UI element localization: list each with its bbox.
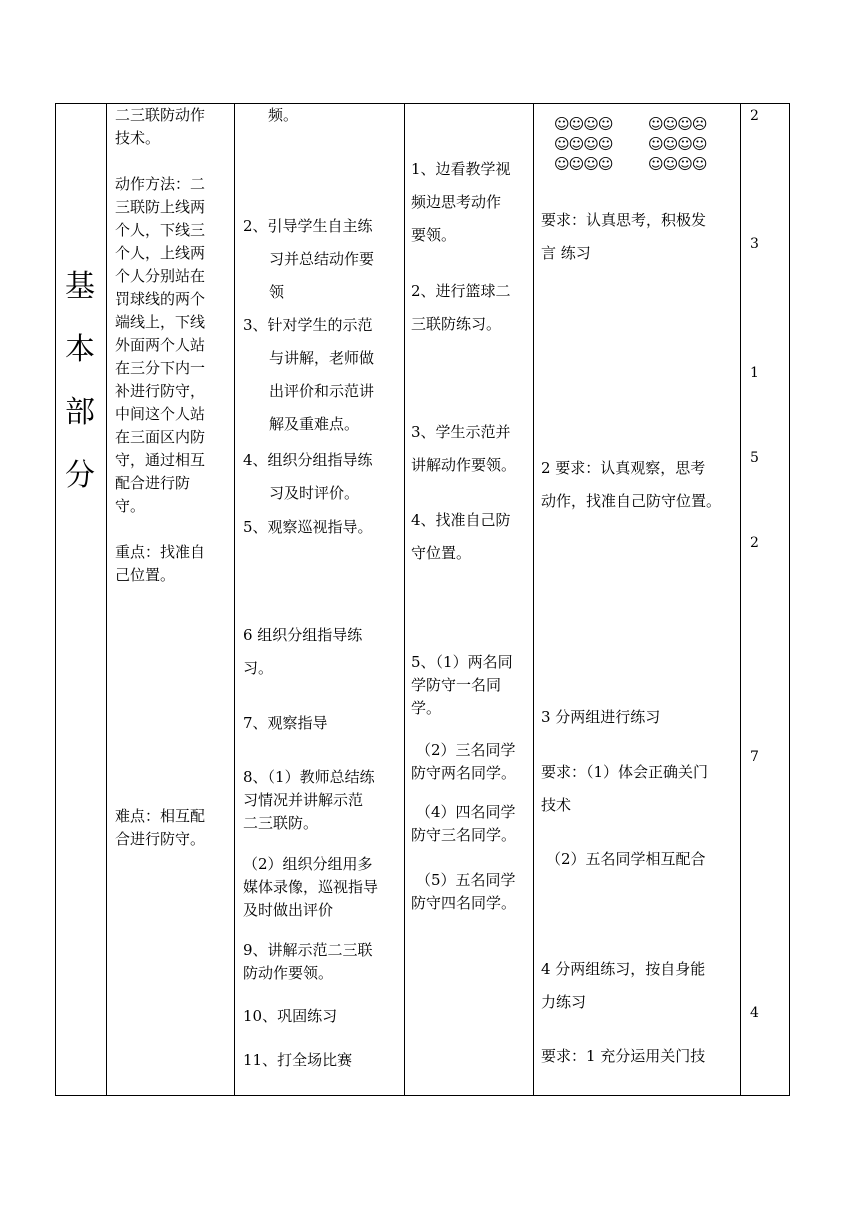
text-line bbox=[115, 150, 205, 173]
text-line: 9、讲解示范二三联 bbox=[243, 941, 373, 959]
face-row: ☺☺☺☺ bbox=[554, 115, 613, 133]
text-line: 在三面区内防 bbox=[115, 428, 206, 446]
column-divider bbox=[533, 103, 534, 1096]
teacher-item bbox=[243, 766, 375, 835]
text-line: 重点：找准自 bbox=[115, 543, 206, 561]
text-line: 技术 bbox=[541, 796, 572, 814]
text-line: 4 分两组练习，按自身能 bbox=[541, 960, 706, 978]
difficulty-point bbox=[115, 805, 205, 851]
text-line: 11、打全场比赛 bbox=[243, 1051, 353, 1069]
text-line: 出评价和示范讲 bbox=[269, 382, 375, 400]
text-line: 1、边看教学视 bbox=[411, 160, 511, 178]
text-line: （2）五名同学相互配合 bbox=[546, 850, 706, 868]
text-line: 罚球线的两个 bbox=[115, 290, 206, 308]
text-line bbox=[115, 518, 205, 541]
text-line: 合进行防守。 bbox=[115, 830, 206, 848]
text-line: 配合进行防 bbox=[115, 474, 191, 492]
text-line: 2、引导学生自主练 bbox=[243, 217, 373, 235]
text-line: 及时做出评价 bbox=[243, 901, 334, 919]
student-item bbox=[411, 801, 516, 847]
text-line: 要领。 bbox=[411, 226, 457, 244]
column-divider bbox=[106, 103, 107, 1096]
section-char: 部 bbox=[65, 395, 95, 430]
text-line: 领 bbox=[269, 283, 285, 301]
text-line: 5、观察巡视指导。 bbox=[243, 518, 373, 536]
student-item bbox=[411, 651, 513, 720]
smiley-face-icon bbox=[554, 114, 613, 174]
text-line: 端线上，下线 bbox=[115, 313, 206, 331]
text-line: 2 要求：认真观察，思考 bbox=[541, 459, 706, 477]
organization-item bbox=[541, 452, 721, 518]
text-line: 与讲解，老师做 bbox=[269, 349, 375, 367]
text-line: 习及时评价。 bbox=[269, 484, 360, 502]
teacher-item bbox=[243, 1049, 352, 1072]
text-line: 个人分别站在 bbox=[115, 267, 206, 285]
text-line: 3、学生示范并 bbox=[411, 423, 511, 441]
section-char: 基 bbox=[65, 269, 95, 304]
text-line: 习情况并讲解示范 bbox=[243, 791, 364, 809]
teacher-item bbox=[268, 104, 298, 127]
teacher-item bbox=[243, 309, 374, 441]
text-line: 7、观察指导 bbox=[243, 714, 328, 732]
text-line: 动作，找准自己防守位置。 bbox=[541, 492, 722, 510]
text-line: 3、针对学生的示范 bbox=[243, 316, 373, 334]
text-line: 难点：相互配 bbox=[115, 807, 206, 825]
text-line: 学防守一名同 bbox=[411, 676, 502, 694]
face-row: ☺☺☺☺ bbox=[554, 155, 613, 173]
text-line: 二三联防。 bbox=[243, 814, 319, 832]
text-line: 习。 bbox=[243, 659, 274, 677]
teacher-item bbox=[243, 707, 328, 740]
text-line: 个人，上线两 bbox=[115, 244, 206, 262]
text-line: 守，通过相互 bbox=[115, 451, 206, 469]
teacher-item bbox=[243, 444, 373, 510]
text-line: 防动作要领。 bbox=[243, 964, 334, 982]
text-line: 3 分两组进行练习 bbox=[541, 708, 661, 726]
text-line: 言 练习 bbox=[541, 244, 591, 262]
teacher-item bbox=[243, 210, 374, 309]
teacher-item bbox=[243, 939, 373, 985]
teacher-item bbox=[243, 853, 378, 922]
organization-item bbox=[541, 1040, 705, 1073]
text-line: （2）组织分组用多 bbox=[243, 855, 373, 873]
text-line: 己位置。 bbox=[115, 566, 176, 584]
text-line: 要求：（1）体会正确关门 bbox=[541, 763, 709, 781]
text-line: （2）三名同学 bbox=[416, 741, 516, 759]
student-item bbox=[411, 504, 511, 570]
text-line: 媒体录像，巡视指导 bbox=[243, 878, 379, 896]
text-line: 讲解动作要领。 bbox=[411, 456, 517, 474]
face-row: ☺☺☺☺ bbox=[554, 135, 613, 153]
text-line: 4、组织分组指导练 bbox=[243, 451, 373, 469]
text-line: 要求：1 充分运用关门技 bbox=[541, 1047, 706, 1065]
time-value: 2 bbox=[750, 535, 759, 551]
text-line: 动作方法：二 bbox=[115, 175, 206, 193]
text-line: 防守两名同学。 bbox=[411, 764, 517, 782]
text-line: 二三联防动作 bbox=[115, 106, 206, 124]
column-divider bbox=[740, 103, 741, 1096]
time-value: 5 bbox=[750, 450, 759, 466]
text-line: 解及重难点。 bbox=[269, 415, 360, 433]
text-line: 外面两个人站 bbox=[115, 336, 206, 354]
text-line: 补进行防守， bbox=[115, 382, 206, 400]
organization-item bbox=[541, 701, 660, 734]
text-line: 习并总结动作要 bbox=[269, 250, 375, 268]
text-line: 频边思考动作 bbox=[411, 193, 502, 211]
text-line: 10、巩固练习 bbox=[243, 1007, 338, 1025]
content-column bbox=[115, 104, 205, 587]
text-line: 技术。 bbox=[115, 129, 161, 147]
text-line: 频。 bbox=[268, 106, 299, 124]
text-line: 4、找准自己防 bbox=[411, 511, 511, 529]
text-line: 力练习 bbox=[541, 993, 587, 1011]
text-line: 在三分下内一 bbox=[115, 359, 206, 377]
time-value: 1 bbox=[750, 365, 759, 381]
text-line: 三联防练习。 bbox=[411, 315, 502, 333]
teacher-item bbox=[243, 511, 373, 544]
section-char: 分 bbox=[65, 458, 95, 493]
student-item bbox=[411, 739, 516, 785]
text-line: 2、进行篮球二 bbox=[411, 282, 511, 300]
text-line: 个人，下线三 bbox=[115, 221, 206, 239]
student-item bbox=[411, 869, 516, 915]
organization-item bbox=[546, 843, 706, 876]
text-line: 8、（1）教师总结练 bbox=[243, 768, 375, 786]
student-item bbox=[411, 153, 511, 252]
text-line: 防守三名同学。 bbox=[411, 826, 517, 844]
section-char: 本 bbox=[65, 332, 95, 367]
column-divider bbox=[404, 103, 405, 1096]
text-line: 5、（1）两名同 bbox=[411, 653, 513, 671]
time-value: 4 bbox=[750, 1005, 759, 1021]
text-line: （4）四名同学 bbox=[416, 803, 516, 821]
text-line: 6 组织分组指导练 bbox=[243, 626, 363, 644]
organization-item bbox=[541, 953, 705, 1019]
face-row: ☺☺☺☺ bbox=[648, 135, 707, 153]
time-value: 7 bbox=[750, 749, 759, 765]
smiley-face-icon bbox=[648, 114, 707, 174]
organization-item bbox=[541, 204, 706, 270]
text-line: 要求：认真思考，积极发 bbox=[541, 211, 707, 229]
text-line: 防守四名同学。 bbox=[411, 894, 517, 912]
text-line: 守位置。 bbox=[411, 544, 472, 562]
student-item bbox=[411, 275, 511, 341]
text-line: （5）五名同学 bbox=[416, 871, 516, 889]
organization-item bbox=[541, 756, 708, 822]
student-item bbox=[411, 416, 516, 482]
column-divider bbox=[234, 103, 235, 1096]
text-line: 守。 bbox=[115, 497, 146, 515]
face-row: ☺☺☺☺ bbox=[648, 155, 707, 173]
time-value: 2 bbox=[750, 108, 759, 124]
text-line: 学。 bbox=[411, 699, 442, 717]
face-row: ☺☺☺☹ bbox=[648, 115, 707, 133]
text-line: 三联防上线两 bbox=[115, 198, 206, 216]
text-line: 中间这个人站 bbox=[115, 405, 206, 423]
teacher-item bbox=[243, 1005, 337, 1028]
time-value: 3 bbox=[750, 236, 759, 252]
teacher-item bbox=[243, 619, 362, 685]
